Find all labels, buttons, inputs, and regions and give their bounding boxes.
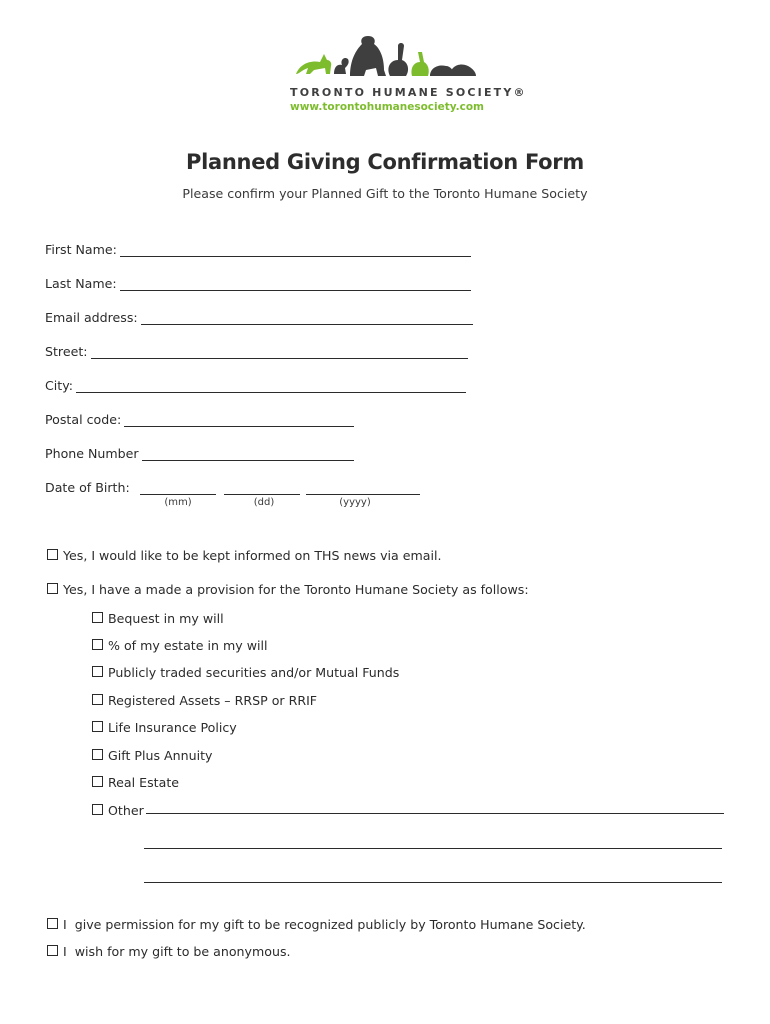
logo-name: TORONTO HUMANE SOCIETY® <box>290 86 527 99</box>
street-label: Street: <box>45 344 88 359</box>
page-subtitle: Please confirm your Planned Gift to the Toronto Humane Society <box>182 186 588 201</box>
real-estate-checkbox[interactable] <box>92 776 103 787</box>
recognize-checkbox[interactable] <box>47 918 58 929</box>
city-field[interactable] <box>76 378 466 393</box>
last-name-field[interactable] <box>120 276 471 291</box>
anonymous-checkbox[interactable] <box>47 945 58 956</box>
logo-url: www.torontohumanesociety.com <box>290 101 484 113</box>
phone-label: Phone Number <box>45 446 139 461</box>
other-checkbox[interactable] <box>92 804 103 815</box>
recognize-label: I give permission for my gift to be recognized publicly by Toronto Humane Society. <box>63 917 586 932</box>
phone-field[interactable] <box>142 446 354 461</box>
animals-silhouette-icon <box>290 30 480 86</box>
dob-row <box>45 475 420 495</box>
recognize-option <box>47 912 586 932</box>
anonymous-label: I wish for my gift to be anonymous. <box>63 944 291 959</box>
provision-checkbox[interactable] <box>47 583 58 594</box>
provision-label: Yes, I have a made a provision for the Toronto Humane Society as follows: <box>63 582 529 597</box>
dob-yyyy-field[interactable] <box>306 480 420 495</box>
dob-mm-hint: (mm) <box>164 497 192 508</box>
first-name-row <box>45 237 471 257</box>
last-name-row <box>45 271 471 291</box>
dob-label: Date of Birth: <box>45 480 130 495</box>
option-bequest <box>92 606 224 626</box>
bequest-checkbox[interactable] <box>92 612 103 623</box>
dob-mm-field[interactable] <box>140 480 216 495</box>
option-label: Publicly traded securities and/or Mutual Funds <box>108 665 400 680</box>
postal-code-field[interactable] <box>124 412 354 427</box>
securities-checkbox[interactable] <box>92 666 103 677</box>
option-real-estate <box>92 770 179 790</box>
email-label: Email address: <box>45 310 138 325</box>
news-option <box>47 543 442 563</box>
other-line-3[interactable] <box>144 882 722 883</box>
ths-logo <box>290 30 527 116</box>
option-estate-percent <box>92 633 268 653</box>
option-securities <box>92 660 399 680</box>
option-label: Gift Plus Annuity <box>108 748 213 763</box>
life-insurance-checkbox[interactable] <box>92 721 103 732</box>
last-name-label: Last Name: <box>45 276 117 291</box>
gift-plus-annuity-checkbox[interactable] <box>92 749 103 760</box>
option-label: % of my estate in my will <box>108 638 268 653</box>
postal-code-row <box>45 407 354 427</box>
city-row <box>45 373 466 393</box>
other-line-2[interactable] <box>144 848 722 849</box>
phone-row <box>45 441 354 461</box>
estate-percent-checkbox[interactable] <box>92 639 103 650</box>
option-label: Real Estate <box>108 775 180 790</box>
street-field[interactable] <box>91 344 468 359</box>
option-label: Registered Assets – RRSP or RRIF <box>108 693 318 708</box>
email-row <box>45 305 473 325</box>
registered-assets-checkbox[interactable] <box>92 694 103 705</box>
city-label: City: <box>45 378 74 393</box>
page-title: Planned Giving Confirmation Form <box>186 150 584 174</box>
dob-dd-field[interactable] <box>224 480 300 495</box>
option-life-insurance <box>92 715 237 735</box>
first-name-field[interactable] <box>120 242 471 257</box>
other-line-1[interactable] <box>146 813 724 814</box>
option-label: Life Insurance Policy <box>108 720 237 735</box>
provision-option <box>47 577 529 597</box>
option-gift-plus-annuity <box>92 743 213 763</box>
email-field[interactable] <box>141 310 473 325</box>
option-label: Bequest in my will <box>108 611 224 626</box>
anonymous-option <box>47 939 291 959</box>
postal-code-label: Postal code: <box>45 412 122 427</box>
dob-yyyy-hint: (yyyy) <box>339 497 371 508</box>
first-name-label: First Name: <box>45 242 117 257</box>
dob-dd-hint: (dd) <box>253 497 275 508</box>
option-registered-assets <box>92 688 317 708</box>
news-checkbox[interactable] <box>47 549 58 560</box>
option-other <box>92 798 144 818</box>
street-row <box>45 339 468 359</box>
news-label: Yes, I would like to be kept informed on THS news via email. <box>63 548 442 563</box>
option-label: Other <box>108 803 144 818</box>
